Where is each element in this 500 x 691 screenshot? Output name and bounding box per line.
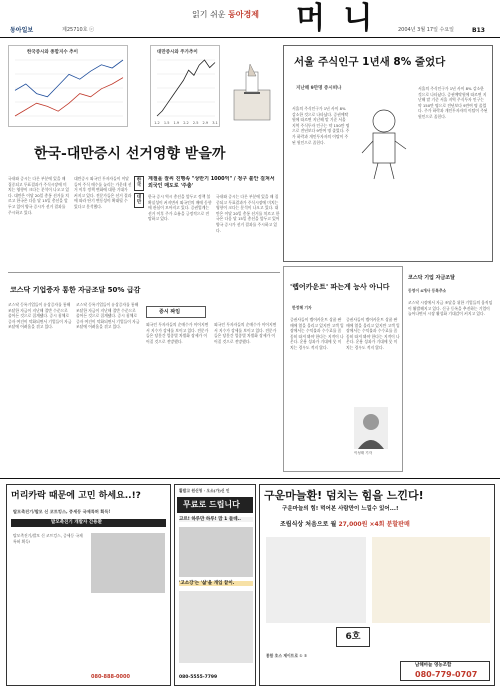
photo-caption: 이성태 기자 <box>354 451 373 455</box>
x-tick-label: 1.9 <box>173 121 180 125</box>
x-tick-label: 2.5 <box>192 121 199 125</box>
series-line <box>15 60 123 97</box>
ad-price: 27,000원 <box>338 521 368 528</box>
side-label: 한국 <box>134 176 144 191</box>
ad-hair-loss[interactable] <box>6 484 171 686</box>
feature-body-continued: 코스닥 등록기업들이 유상증자를 통해 조달한 자금이 지난해 절반 수준으로 줄어든 것으로 집계됐다. 증시 침체로 증자 여건이 악화되면서 기업들이 자금 조달에 어려움을 겪고 있다. <box>76 302 140 330</box>
ad-heading: 구운마늘환! 덤치는 힘을 느낀다! <box>264 489 424 502</box>
chart-taiwan <box>150 45 220 127</box>
ad-line: '고소강'는 '삶'을 개입 끝이. <box>179 581 253 586</box>
x-tick-label: 1.2 <box>154 121 160 125</box>
paper-name: 동아일보 <box>10 27 34 34</box>
cartoon-illustration <box>356 101 412 183</box>
series-line <box>15 78 123 116</box>
body-column: 국내와 증시는 다른 부분에 있을 때 집중되고 투표결과가 주식시장에 미치는 영향이 크다는 분석이 나오고 있다. 대만은 이달 20일 총통 선거를 치르고 한국은 다음 달 15일 총선을 앞두고 있어 양국 증시가 선거 결과를 주시하고 있다. <box>216 194 280 233</box>
tagline-prefix: 읽기 쉬운 <box>192 10 226 19</box>
feature-byline: 한정혜 기자 <box>292 305 312 310</box>
ad-heading: 무료로 드립니다 <box>183 500 240 509</box>
x-tick-label: 1.5 <box>163 121 170 125</box>
issue-number: 제25710호 ⓒ <box>62 27 95 33</box>
side-label-box <box>134 176 144 206</box>
tagline <box>192 12 259 17</box>
divider <box>8 272 280 273</box>
ad-heading-band <box>177 497 253 513</box>
feature-subtitle: 등영이 4개사 등록추소 <box>408 288 447 293</box>
feature-title: 코스닥 기업 자금조달 <box>408 275 455 281</box>
sub-headline: 계절을 잘씨 진행속 "상반기 1000억" / 청구 불안 걸쳐서 외국인 매도로 '주춤' <box>148 176 275 189</box>
ads-divider <box>0 478 500 479</box>
ad-line: 고르! 하루만 하루! 맘 1 들데.. <box>179 517 253 522</box>
masthead <box>0 0 500 38</box>
chart-taiwan-plot <box>153 56 219 126</box>
ad-phone[interactable]: 080-779-0707 <box>415 670 478 679</box>
chart-title: 대만증시와 주가추이 <box>157 50 198 55</box>
column-kicker-box <box>146 306 206 318</box>
ad-price-prefix: 조립식상 처음으로 월 <box>280 521 337 528</box>
feature-subtitle: 지난해 9만명 증시떠나 <box>296 86 342 91</box>
x-tick-label: 2.9 <box>202 121 209 125</box>
feature-title: '렙어카운트' 파는게 능사 아니다 <box>290 283 390 291</box>
feature-body: 증권사들이 렙어카운트 상품 판매에 열을 올리고 있지만 고객 입장에서는 수익률과 수수료를 꼼꼼히 따져 봐야 한다는 지적이 나온다. 운용 성과가 기대에 못 미치는 경우도 적지 않다. <box>290 317 344 350</box>
ad-photo <box>91 533 165 593</box>
ad-badge-number: 6호 <box>345 632 361 642</box>
ad-product-photo <box>266 537 366 623</box>
side-label: 대만 <box>134 193 144 208</box>
ad-photo <box>179 527 253 577</box>
tagline-brand: 동아경제 <box>228 10 259 19</box>
ad-phone[interactable]: 080-5555-7799 <box>179 675 218 680</box>
ad-badge <box>336 627 370 647</box>
ad-product-photo <box>372 537 490 623</box>
ad-band <box>11 519 166 527</box>
ad-price-suffix: ×4회 분할판매 <box>369 521 410 528</box>
feature-title: 서울 주식인구 1년새 8% 줄었다 <box>294 56 446 68</box>
chart-title: 한국증시와 종합지수 추이 <box>27 50 78 55</box>
ad-price-line <box>280 521 410 529</box>
feature-title: 코스닥 기업증자 통한 자금조달 50% 급감 <box>10 286 141 294</box>
main-headline: 한국-대만증시 선거영향 받을까 <box>34 146 226 162</box>
ad-garlic[interactable] <box>259 484 495 686</box>
feature-body: 코스닥 시장에서 자금 조달을 위한 기업들의 움직임이 활발해지고 있다. 신규 등록을 추진하는 기업이 늘어나면서 시장 활성화 기대감이 커지고 있다. <box>408 300 493 317</box>
chart-korea-plot <box>11 56 127 126</box>
ad-photo <box>179 591 253 663</box>
feature-body-continued: 증권사들이 렙어카운트 상품 판매에 열을 올리고 있지만 고객 입장에서는 수익률과 수수료를 꼼꼼히 따져 봐야 한다는 지적이 나온다. 운용 성과가 기대에 못 미치는 경우도 적지 않다. <box>346 317 400 350</box>
column-body-continued: 외국인 투자자들의 순매수가 이어지면서 지수가 강세를 보이고 있다. 전문가들은 당분간 업종별 차별화 장세가 이어질 것으로 전망했다. <box>214 322 277 344</box>
ad-free-offer[interactable] <box>174 484 256 686</box>
ad-phone[interactable]: 080-888-0000 <box>91 674 130 680</box>
section-brand: 머 니 <box>296 1 377 36</box>
ad-band-text: 발모촉진기 개발자 간용환 <box>51 520 102 525</box>
body-column: 국내와 증시는 다른 부분에 있을 때 집중되고 투표결과가 주식시장에 미치는 영향이 크다는 분석이 나오고 있다. 대만은 이달 20일 총통 선거를 치르고 한국은 다음 달 15일 총선을 앞두고 있어 양국 증시가 선거 결과를 주시하고 있다. <box>8 176 70 215</box>
body-column: 한국 증시 역시 총선을 앞두고 정책 불확실성이 커지면서 외국인의 매매 동향에 관심이 모아지고 있다. 증권업계는 선거 이후 주가 흐름을 긍정적으로 전망하고 있다. <box>148 194 212 222</box>
ad-company: 남해마늘 영농조합 <box>415 663 452 668</box>
feature-body-continued: 서울의 주식인구가 1년 사이 8% 감소한 것으로 나타났다. 증권예탁원에 따르면 지난해 말 기준 서울 지역 주식투자 인구는 약 150만 명으로 전년보다 9만여 명 줄었다. 주가 하락과 개인투자자의 이탈이 주된 원인으로 꼽힌다. <box>418 86 488 119</box>
x-tick-label: 2.2 <box>183 121 189 125</box>
body-column: 대만증시 외국인 투자자들이 이달 들어 주식 매수를 늘리는 가운데 선거 이후 정책 변화에 대한 기대가 커지고 있다. 전문가들은 선거 결과에 따라 단기 변동성이 확대될 수 있다고 분석했다. <box>74 176 132 209</box>
ad-phone-box[interactable] <box>400 661 490 681</box>
ad-top-text: 활발고 원신청 · 오소(가)신 인 <box>179 488 230 493</box>
chart-korea <box>8 45 128 127</box>
ad-heading: 머리카락 때문에 고민 하세요..!? <box>11 491 141 501</box>
ad-subheading: 구운마늘의 힘! 먹어본 사람만이 느낄수 있어...! <box>282 506 399 512</box>
feature-stock-population <box>283 45 493 262</box>
page-number: B13 <box>472 27 485 34</box>
column-kicker: 증시 짜임 <box>159 309 181 315</box>
feature-wrap-account <box>283 266 403 472</box>
ad-body: 탈모촉진기/발모 신 코트킹스, 증세등 국제특허 획득! <box>13 533 83 544</box>
x-tick-label: 3.1 <box>212 121 218 125</box>
reporter-photo <box>354 407 388 449</box>
feature-body: 서울의 주식인구가 1년 사이 8% 감소한 것으로 나타났다. 증권예탁원에 따르면 지난해 말 기준 서울 지역 주식투자 인구는 약 150만 명으로 전년보다 9만여 명 줄었다. 주가 하락과 개인투자자의 이탈이 주된 원인으로 꼽힌다. <box>292 106 350 145</box>
publication-date: 2004년 3월 17일 수요일 <box>398 27 455 33</box>
ad-subheading: 탈모촉진기/발모 신 코트킹스, 증세등 국제특허 획득! <box>13 509 111 514</box>
column-body: 외국인 투자자들의 순매수가 이어지면서 지수가 강세를 보이고 있다. 전문가들은 당분간 업종별 차별화 장세가 이어질 것으로 전망했다. <box>146 322 209 344</box>
ballot-box-illustration <box>228 56 276 126</box>
feature-body: 코스닥 등록기업들이 유상증자를 통해 조달한 자금이 지난해 절반 수준으로 줄어든 것으로 집계됐다. 증시 침체로 증자 여건이 악화되면서 기업들이 자금 조달에 어려움을 겪고 있다. <box>8 302 72 330</box>
ad-badge-text: 통합 호스 제이트로 ① ② <box>266 653 308 658</box>
